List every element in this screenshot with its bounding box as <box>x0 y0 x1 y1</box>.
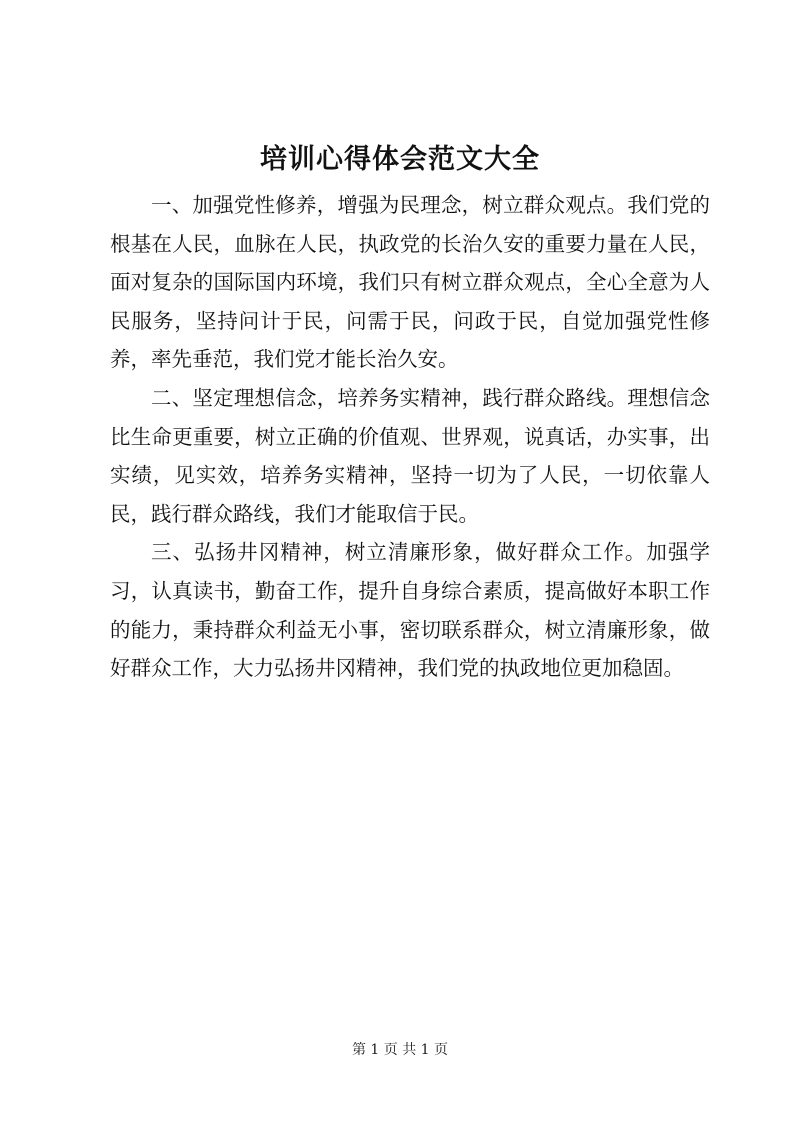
page-footer: 第 1 页 共 1 页 <box>351 1042 449 1058</box>
document-body <box>110 186 710 688</box>
paragraph-3: 三、弘扬井冈精神，树立清廉形象，做好群众工作。加强学习，认真读书，勤奋工作，提升自身综合素质，提高做好本职工作的能力，秉持群众利益无小事，密切联系群众，树立清廉形象，做好群众工作，大力弘扬井冈精神，我们党的执政地位更加稳固。 <box>110 540 710 681</box>
paragraph-1: 一、加强党性修养，增强为民理念，树立群众观点。我们党的根基在人民，血脉在人民，执政党的长治久安的重要力量在人民，面对复杂的国际国内环境，我们只有树立群众观点，全心全意为人民服务，坚持问计于民，问需于民，问政于民，自觉加强党性修养，率先垂范，我们党才能长治久安。 <box>110 193 710 372</box>
document-title: 培训心得体会范文大全 <box>260 144 540 175</box>
paragraph-2: 二、坚定理想信念，培养务实精神，践行群众路线。理想信念比生命更重要，树立正确的价值观、世界观，说真话，办实事，出实绩，见实效，培养务实精神，坚持一切为了人民，一切依靠人民，践行群众路线，我们才能取信于民。 <box>110 385 710 526</box>
